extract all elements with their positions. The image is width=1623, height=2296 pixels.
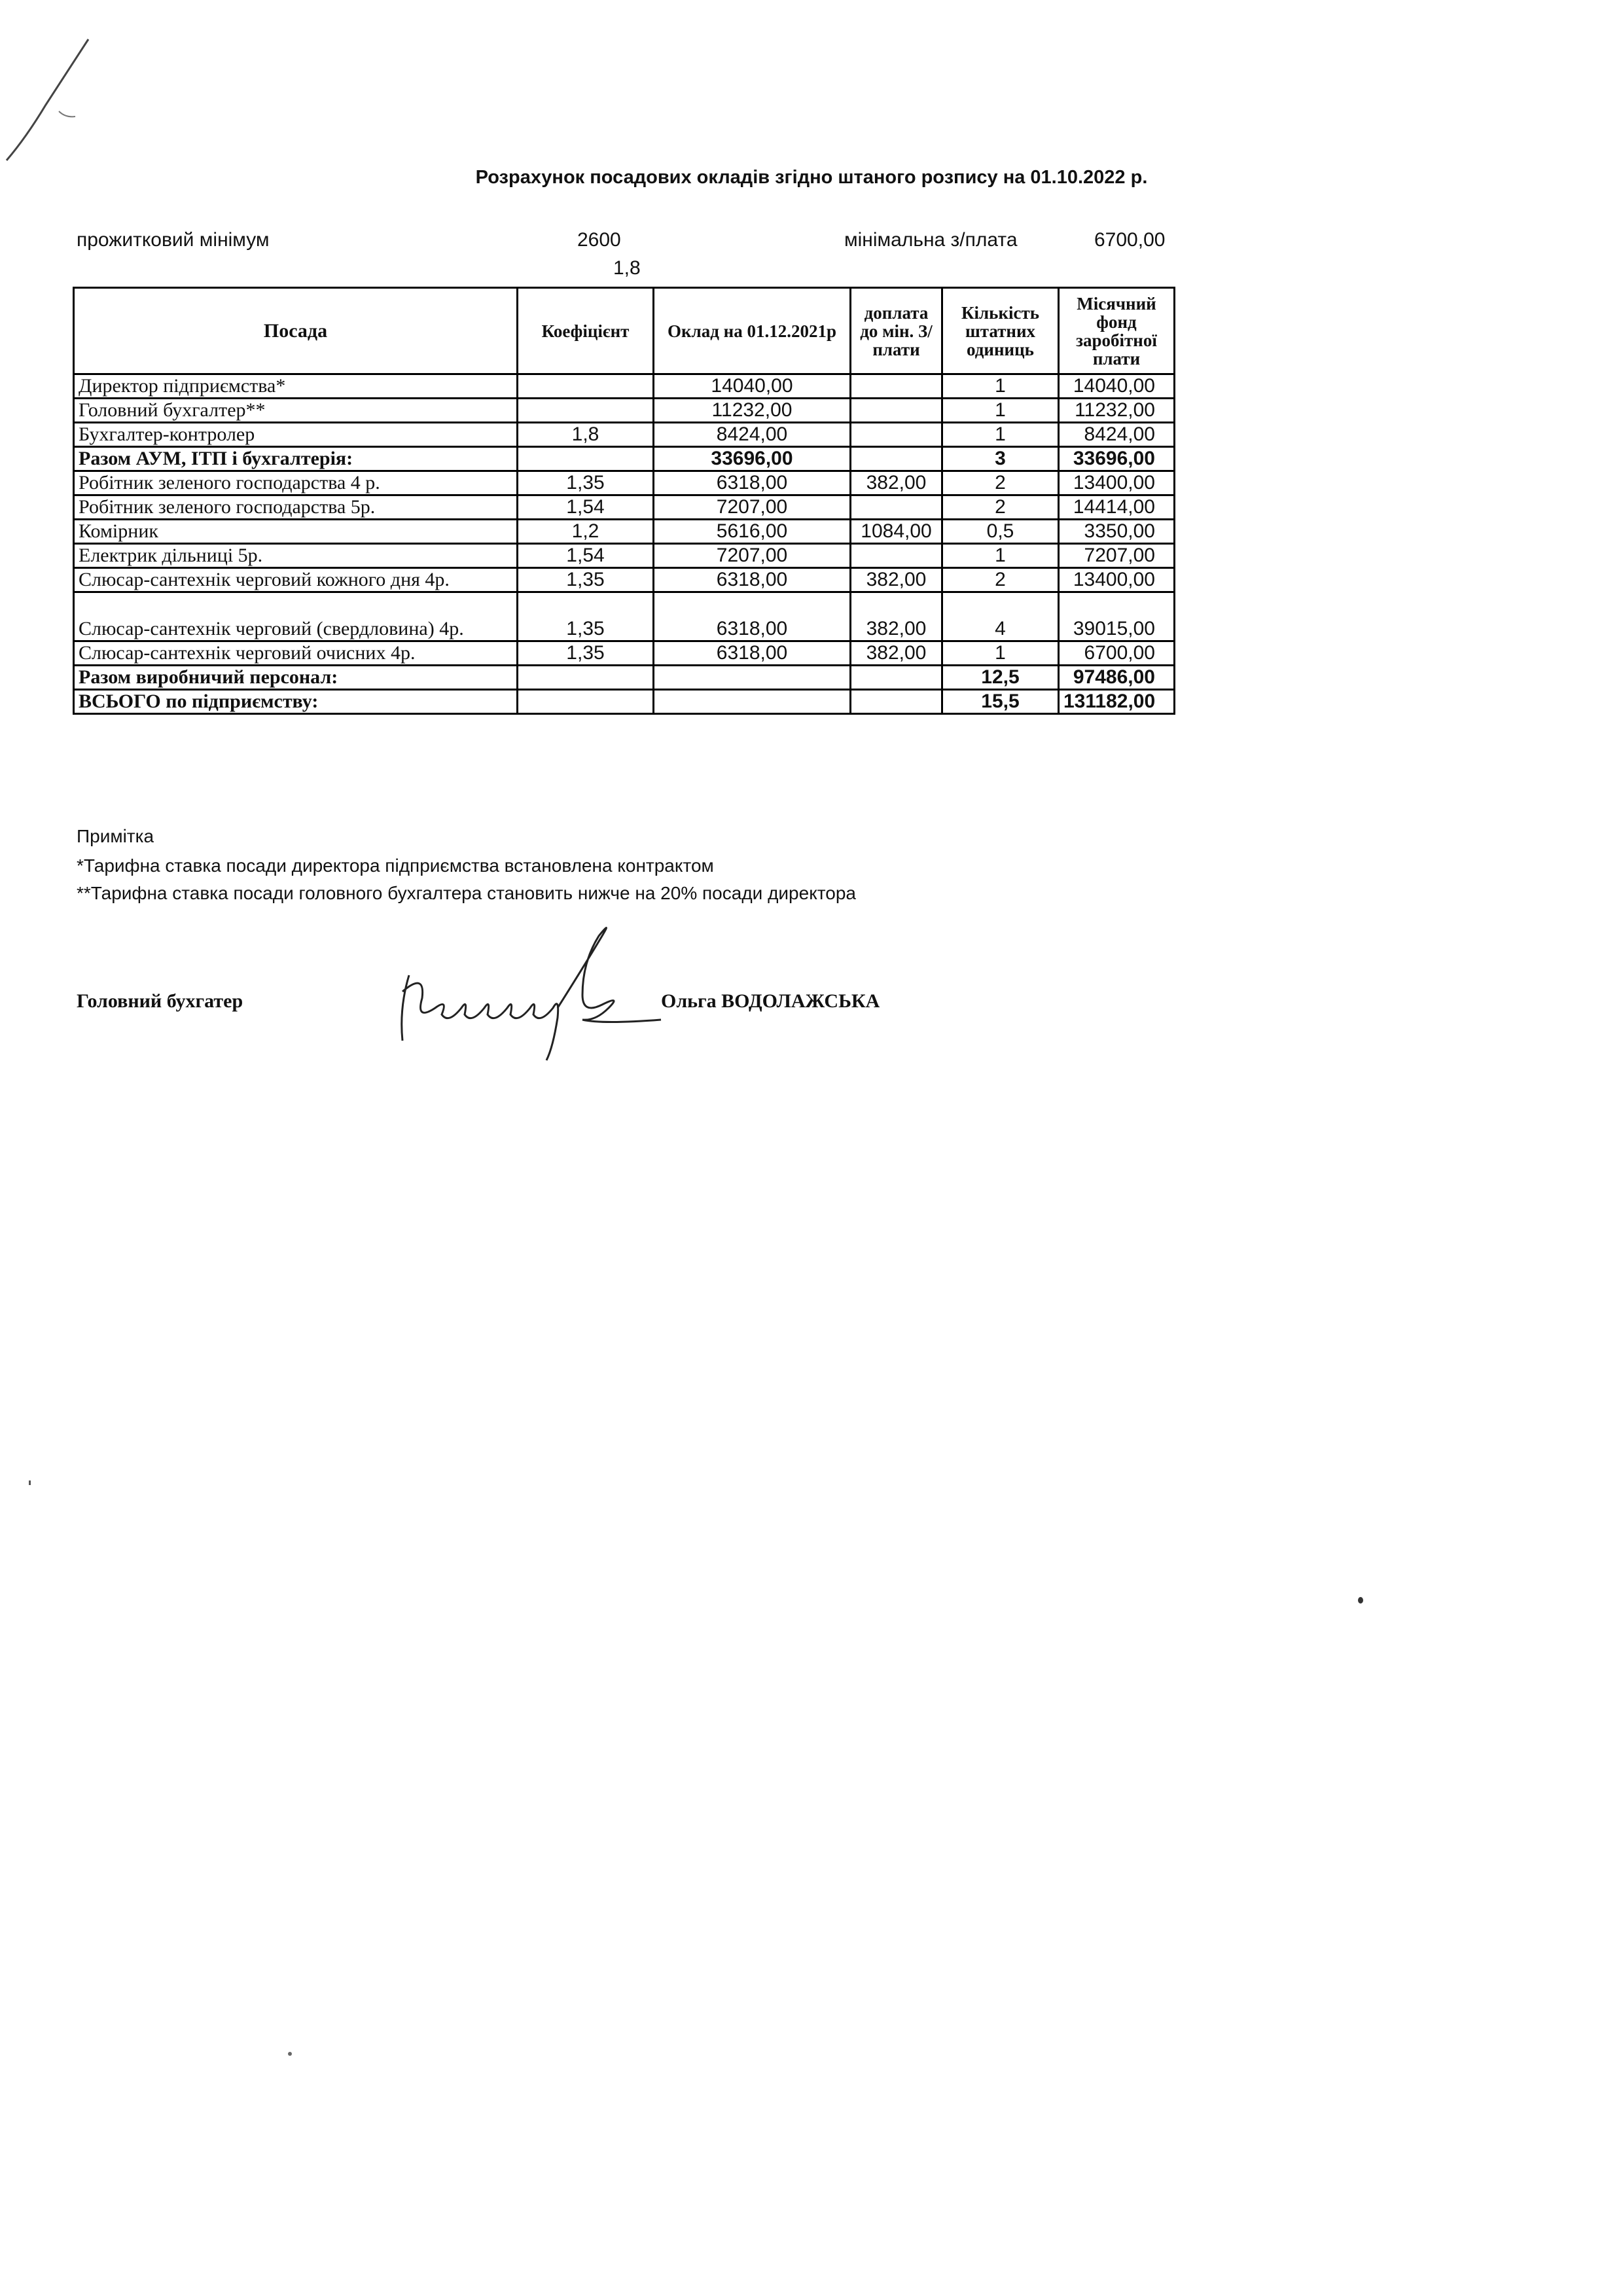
row-position: Головний бухгалтер** bbox=[74, 399, 518, 423]
min-wage-value: 6700,00 bbox=[1094, 229, 1166, 251]
row-fund: 11232,00 bbox=[1059, 399, 1175, 423]
row-salary: 6318,00 bbox=[654, 568, 851, 592]
min-living-value: 2600 bbox=[577, 229, 621, 251]
row-coef bbox=[518, 447, 654, 471]
row-surcharge: 1084,00 bbox=[851, 520, 942, 544]
row-count: 0,5 bbox=[942, 520, 1059, 544]
row-position: Електрик дільниці 5р. bbox=[74, 544, 518, 568]
min-living-label: прожитковий мінімум bbox=[77, 229, 270, 251]
row-coef bbox=[518, 374, 654, 399]
row-count: 1 bbox=[942, 374, 1059, 399]
row-count: 1 bbox=[942, 641, 1059, 666]
table-row bbox=[74, 641, 1175, 666]
row-count: 1 bbox=[942, 399, 1059, 423]
row-coef: 1,35 bbox=[518, 641, 654, 666]
row-salary: 5616,00 bbox=[654, 520, 851, 544]
header-surcharge: доплата до мін. З/плати bbox=[851, 288, 942, 374]
notes-heading: Примітка bbox=[77, 826, 154, 846]
row-position: Слюсар-сантехнік черговий кожного дня 4р. bbox=[74, 568, 518, 592]
header-position: Посада bbox=[74, 288, 518, 374]
row-count: 12,5 bbox=[942, 666, 1059, 690]
table-header-row bbox=[74, 288, 1175, 374]
scan-speck bbox=[1358, 1597, 1363, 1604]
table-row bbox=[74, 544, 1175, 568]
grand-total-row bbox=[74, 690, 1175, 714]
row-count: 2 bbox=[942, 471, 1059, 495]
row-count: 2 bbox=[942, 568, 1059, 592]
row-position: Слюсар-сантехнік черговий очисних 4р. bbox=[74, 641, 518, 666]
row-surcharge bbox=[851, 399, 942, 423]
row-position: Директор підприємства* bbox=[74, 374, 518, 399]
row-salary: 6318,00 bbox=[654, 471, 851, 495]
table-row bbox=[74, 495, 1175, 520]
row-surcharge bbox=[851, 447, 942, 471]
subtotal-row bbox=[74, 447, 1175, 471]
row-surcharge bbox=[851, 544, 942, 568]
row-salary bbox=[654, 690, 851, 714]
row-coef bbox=[518, 666, 654, 690]
row-salary: 6318,00 bbox=[654, 592, 851, 641]
row-salary: 11232,00 bbox=[654, 399, 851, 423]
row-coef bbox=[518, 690, 654, 714]
row-coef: 1,54 bbox=[518, 495, 654, 520]
row-fund: 8424,00 bbox=[1059, 423, 1175, 447]
row-fund: 13400,00 bbox=[1059, 471, 1175, 495]
header-count: Кількість штатних одиниць bbox=[942, 288, 1059, 374]
row-coef: 1,2 bbox=[518, 520, 654, 544]
min-wage-label: мінімальна з/плата bbox=[844, 229, 1018, 251]
coef-value: 1,8 bbox=[613, 257, 641, 279]
row-coef: 1,35 bbox=[518, 471, 654, 495]
header-coef: Коефіцієнт bbox=[518, 288, 654, 374]
subtotal-row bbox=[74, 666, 1175, 690]
note-line-1: *Тарифна ставка посади директора підприємства встановлена контрактом bbox=[77, 855, 714, 876]
row-count: 1 bbox=[942, 423, 1059, 447]
row-salary: 33696,00 bbox=[654, 447, 851, 471]
row-fund: 13400,00 bbox=[1059, 568, 1175, 592]
row-count: 1 bbox=[942, 544, 1059, 568]
row-coef bbox=[518, 399, 654, 423]
row-count: 4 bbox=[942, 592, 1059, 641]
row-surcharge bbox=[851, 495, 942, 520]
table-row bbox=[74, 471, 1175, 495]
signer-role: Головний бухгатер bbox=[77, 990, 243, 1012]
row-surcharge: 382,00 bbox=[851, 568, 942, 592]
row-position: Разом виробничий персонал: bbox=[74, 666, 518, 690]
row-salary: 6318,00 bbox=[654, 641, 851, 666]
row-surcharge: 382,00 bbox=[851, 592, 942, 641]
row-fund: 33696,00 bbox=[1059, 447, 1175, 471]
header-salary: Оклад на 01.12.2021р bbox=[654, 288, 851, 374]
row-coef: 1,35 bbox=[518, 568, 654, 592]
table-row bbox=[74, 423, 1175, 447]
row-fund: 14040,00 bbox=[1059, 374, 1175, 399]
row-fund: 6700,00 bbox=[1059, 641, 1175, 666]
row-position: Комірник bbox=[74, 520, 518, 544]
scan-speck bbox=[29, 1480, 31, 1485]
row-surcharge: 382,00 bbox=[851, 471, 942, 495]
table-row bbox=[74, 520, 1175, 544]
table-row bbox=[74, 592, 1175, 641]
row-coef: 1,8 bbox=[518, 423, 654, 447]
row-position: Разом АУМ, ІТП і бухгалтерія: bbox=[74, 447, 518, 471]
scan-speck bbox=[288, 2052, 292, 2056]
row-coef: 1,54 bbox=[518, 544, 654, 568]
row-fund: 3350,00 bbox=[1059, 520, 1175, 544]
row-salary bbox=[654, 666, 851, 690]
row-surcharge bbox=[851, 690, 942, 714]
row-salary: 8424,00 bbox=[654, 423, 851, 447]
row-position: Робітник зеленого господарства 5р. bbox=[74, 495, 518, 520]
row-position: ВСЬОГО по підприємству: bbox=[74, 690, 518, 714]
row-salary: 14040,00 bbox=[654, 374, 851, 399]
row-fund: 7207,00 bbox=[1059, 544, 1175, 568]
row-position: Слюсар-сантехнік черговий (свердловина) 4р. bbox=[74, 592, 518, 641]
signer-name: Ольга ВОДОЛАЖСЬКА bbox=[661, 990, 880, 1012]
header-fund: Місячний фонд заробітної плати bbox=[1059, 288, 1175, 374]
row-position: Бухгалтер-контролер bbox=[74, 423, 518, 447]
table-row bbox=[74, 399, 1175, 423]
page-title: Розрахунок посадових окладів згідно штаного розпису на 01.10.2022 р. bbox=[475, 167, 1148, 188]
row-surcharge bbox=[851, 423, 942, 447]
row-surcharge: 382,00 bbox=[851, 641, 942, 666]
corner-pen-mark bbox=[0, 26, 105, 170]
row-coef: 1,35 bbox=[518, 592, 654, 641]
row-fund: 97486,00 bbox=[1059, 666, 1175, 690]
row-surcharge bbox=[851, 666, 942, 690]
row-count: 3 bbox=[942, 447, 1059, 471]
staff-salary-table bbox=[73, 287, 1175, 715]
row-salary: 7207,00 bbox=[654, 544, 851, 568]
row-fund: 39015,00 bbox=[1059, 592, 1175, 641]
table-row bbox=[74, 374, 1175, 399]
row-fund: 131182,00 bbox=[1059, 690, 1175, 714]
row-count: 2 bbox=[942, 495, 1059, 520]
table-row bbox=[74, 568, 1175, 592]
handwritten-signature bbox=[386, 910, 687, 1080]
row-surcharge bbox=[851, 374, 942, 399]
note-line-2: **Тарифна ставка посади головного бухгалтера становить нижче на 20% посади директора bbox=[77, 883, 856, 903]
row-position: Робітник зеленого господарства 4 р. bbox=[74, 471, 518, 495]
row-fund: 14414,00 bbox=[1059, 495, 1175, 520]
row-count: 15,5 bbox=[942, 690, 1059, 714]
row-salary: 7207,00 bbox=[654, 495, 851, 520]
